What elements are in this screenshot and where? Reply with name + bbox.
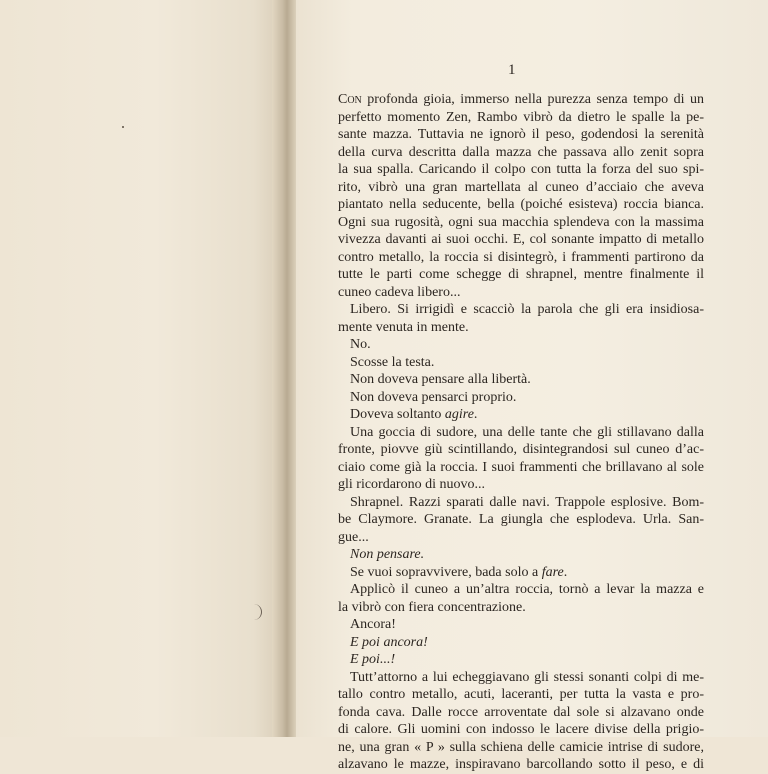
chapter-text [338, 91, 704, 774]
text-line: Shrapnel. Razzi sparati dalle navi. Trappole esplosive. Bom- [350, 494, 704, 510]
paper-speck [122, 126, 124, 128]
text-line: fronte, piovve giù scintillando, disintegrandosi sul cuneo d’ac- [338, 442, 704, 457]
text-line: No. [350, 337, 371, 352]
pencil-mark [251, 604, 262, 620]
text-line: Applicò il cuneo a un’altra roccia, tornò a levar la mazza e [350, 582, 704, 597]
text-line: sante mazza. Tuttavia ne ignorò il peso, godendosi la serenità [338, 127, 704, 142]
text-line: Se vuoi sopravvivere, bada solo a fare. [350, 564, 568, 580]
text-line: Scosse la testa. [350, 354, 435, 370]
text-line: contro metallo, la roccia si disintegrò, i frammenti partirono da [338, 249, 704, 265]
text-line: Una goccia di sudore, una delle tante che gli stillavano dalla [350, 424, 704, 440]
text-line: ne, una gran « P » sulla schiena delle camicie intrise di sudore, [338, 739, 704, 755]
text-line: be Claymore. Granate. La giungla che esplodeva. Urla. San- [338, 512, 704, 527]
text-line: Con profonda gioia, immerso nella purezza senza tempo di un [338, 92, 704, 107]
text-line: alzavano le mazze, inspiravano barcollando sotto il peso, e di [338, 757, 704, 772]
text-line: la sua spalla. Caricando il colpo con tutta la forza del suo spi- [338, 162, 704, 177]
text-line: Ancora! [350, 617, 396, 632]
page-number: 1 [508, 62, 516, 78]
text-line: Tutt’attorno a lui echeggiavano gli stessi sonanti colpi di me- [350, 669, 704, 685]
text-line: mente venuta in mente. [338, 319, 469, 335]
text-line: Libero. Si irrigidì e scacciò la parola che gli era insidiosa- [350, 302, 704, 317]
text-line: tutte le parti come schegge di shrapnel, mentre finalmente il [338, 267, 704, 282]
text-line: cuneo cadeva libero... [338, 284, 461, 300]
text-line: di calore. Gli uomini con indosso le lacere divise della prigio- [338, 722, 704, 737]
text-line: ciaio come già la roccia. I suoi frammenti che brillavano al sole [338, 459, 704, 475]
text-line: gue... [338, 529, 369, 545]
text-line: Ogni sua rugosità, ogni sua macchia splendeva con la massima [338, 214, 704, 230]
left-page-blank [0, 0, 282, 737]
text-line: vivezza davanti ai suoi occhi. E, col sonante impatto di metallo [338, 232, 704, 247]
text-line: E poi ancora! [350, 634, 428, 650]
text-line: piantato nella seducente, bella (poiché esisteva) roccia bianca. [338, 197, 704, 212]
text-line: perfetto momento Zen, Rambo vibrò da dietro le spalle la pe- [338, 109, 704, 125]
text-line: della curva descritta dalla mazza che passava allo zenit sopra [338, 144, 704, 160]
text-line: Non doveva pensare alla libertà. [350, 372, 531, 387]
text-line: gli ricordarono di nuovo... [338, 477, 485, 492]
text-line: la vibrò con fiera concentrazione. [338, 599, 526, 615]
text-line: Doveva soltanto agire. [350, 407, 478, 422]
text-line: fonda cava. Dalle rocce arroventate dal sole si alzavano onde [338, 704, 704, 720]
text-line: E poi...! [350, 652, 396, 667]
text-line: rito, vibrò una gran martellata al cuneo d’acciaio che aveva [338, 179, 704, 195]
text-line: tallo contro metallo, acuti, laceranti, per tutta la vasta e pro- [338, 687, 704, 702]
text-line: Non pensare. [350, 547, 425, 562]
text-line: Non doveva pensarci proprio. [350, 389, 517, 405]
